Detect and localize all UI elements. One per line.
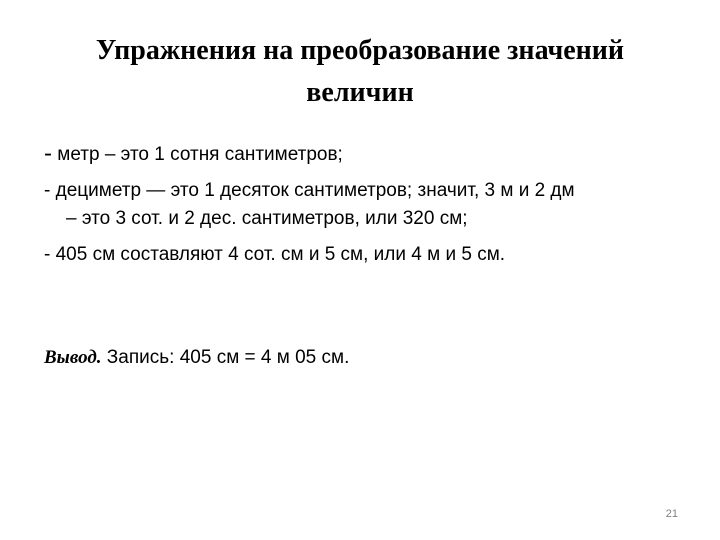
conclusion-text: Запись: 405 см = 4 м 05 см. [101,347,350,368]
list-item [44,241,684,269]
list-item-text: дециметр — это 1 десяток сантиметров; значит, 3 м и 2 дм [55,180,575,201]
list-item [44,177,684,233]
list-item [44,140,684,169]
list-dash: - [44,180,56,201]
list-item-continuation: – это 3 сот. и 2 дес. сантиметров, или 320 см; [66,208,468,229]
list-dash: - [44,244,56,265]
slide-title [30,30,690,114]
page-number: 21 [665,508,678,520]
list-item-text: метр – это 1 сотня сантиметров; [52,144,343,165]
slide-body [44,140,684,277]
list-item-text: 405 см составляют 4 сот. см и 5 см, или 4 м и 5 см. [55,244,506,265]
slide-title-line-2: величин [306,77,414,108]
slide-title-line-1: Упражнения на преобразование значений [95,35,625,66]
conclusion-label: Вывод. [44,347,102,368]
conclusion [44,344,684,372]
list-dash: - [44,140,52,167]
